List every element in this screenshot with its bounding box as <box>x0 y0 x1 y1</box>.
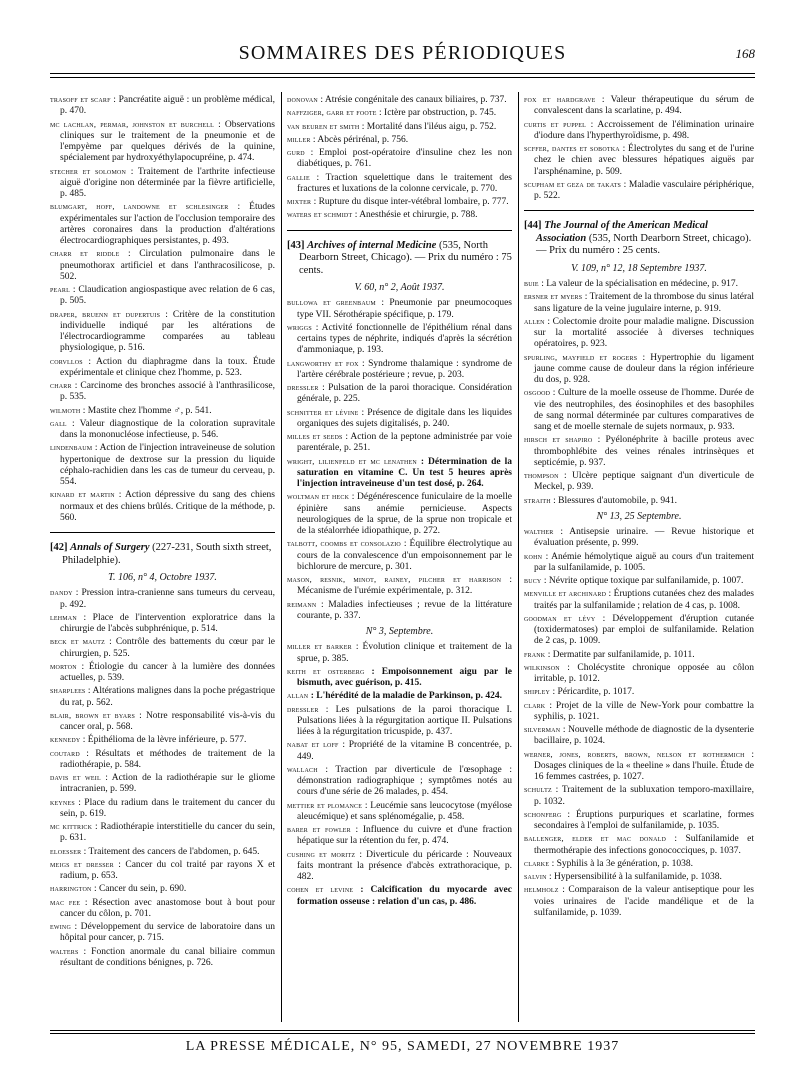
article-entry <box>524 809 754 833</box>
article-authors: scupham et geza de takats <box>524 178 622 189</box>
article-title: : Emploi post-opératoire d'insuline chez les non diabétiques, p. 761. <box>297 148 512 170</box>
article-entry <box>50 284 275 308</box>
article-authors: langworthy et fox <box>287 357 359 368</box>
article-authors: sharplees <box>50 685 86 696</box>
journal-name: Archives of internal Medicine <box>307 239 437 251</box>
article-entry <box>524 649 754 661</box>
article-entry <box>50 946 275 970</box>
article-authors: walther <box>524 526 554 536</box>
volume-heading: N° 13, 25 Septembre. <box>596 510 682 522</box>
article-title: : Syphilis à la 3e génération, p. 1038. <box>549 858 693 869</box>
article-entry <box>50 921 275 945</box>
article-title: : Éruptions cutanées chez des malades traités par la sulfanilamide ; relation de 4 cas, p. 1008. <box>534 589 754 611</box>
article-authors: morton <box>50 660 77 671</box>
article-entry <box>50 846 275 858</box>
article-title: : Péricardite, p. 1017. <box>550 687 635 698</box>
article-title: : Maladies infectieuses ; revue de la littérature courante, p. 337. <box>297 599 512 621</box>
volume-heading: N° 3, Septembre. <box>365 626 434 637</box>
article-authors: dressler <box>287 703 319 714</box>
article-authors: bullowa et greenbaum <box>287 297 376 308</box>
journal-info: (535, North Dearborn Street, Chicago). — Prix du numéro : 75 cents. <box>299 239 512 276</box>
article-authors: corvllos <box>50 355 83 366</box>
article-title: : Épithélioma de la lèvre inférieure, p. 577. <box>80 735 247 746</box>
article-entry <box>287 456 512 491</box>
article-title: : Abcès périrénal, p. 756. <box>310 134 409 145</box>
article-authors: clark <box>524 699 546 710</box>
article-title: : Ictère par obstruction, p. 745. <box>376 108 497 119</box>
article-entry <box>50 821 275 845</box>
article-authors: mac fee <box>50 896 81 907</box>
article-authors: charr <box>50 380 72 390</box>
article-authors: trasoff et scarf <box>50 94 111 104</box>
article-title: : Place du radium dans le traitement du cancer du sein, p. 619. <box>60 797 275 819</box>
article-entry <box>50 587 275 611</box>
journal-heading <box>524 220 754 258</box>
article-title: : Anesthésie et chirurgie, p. 788. <box>352 210 478 221</box>
article-entry <box>50 418 275 442</box>
article-authors: coutard <box>50 747 80 758</box>
article-authors: ewing <box>50 921 71 931</box>
article-entry <box>524 434 754 469</box>
article-title: : Électrolytes du sang et de l'urine chez le chien avec blessures hépatiques aiguës par l'arsphénamine, p. 509. <box>534 144 755 177</box>
article-title: : Critère de la constitution individuelle indiqué par les altérations de l'électrocardiogramme comparées au tableau physiologique, p. 516. <box>60 309 275 354</box>
article-title: : Pancréatite aiguë : un problème médical, p. 470. <box>60 95 275 117</box>
article-title: : Résultats et méthodes de traitement de la radiothérapie, p. 584. <box>60 748 275 770</box>
page-title: SOMMAIRES DES PÉRIODIQUES <box>238 42 567 64</box>
article-authors: nabat et loff <box>287 739 339 750</box>
article-authors: dressler <box>287 382 319 392</box>
article-authors: charr et riddle <box>50 248 120 259</box>
article-entry <box>524 278 754 290</box>
article-entry <box>50 309 275 355</box>
journal-heading <box>287 240 512 278</box>
article-authors: schultz <box>524 784 552 795</box>
article-authors: helmholz <box>524 884 559 895</box>
article-authors: waters et schmidt <box>287 209 353 220</box>
article-title: : Pulsation de la paroi thoracique. Considération générale, p. 225. <box>297 383 512 405</box>
article-entry <box>50 119 275 165</box>
page-number: 168 <box>735 46 755 61</box>
journal-info: (535, North Dearborn Street, chicago). — Prix du numéro : 25 cents. <box>536 232 752 257</box>
article-entry <box>287 666 512 690</box>
article-entry <box>50 248 275 283</box>
article-authors: miller et barker <box>287 641 352 652</box>
article-title: : Empoisonnement aigu par le bismuth, avec guérison, p. 415. <box>297 666 512 688</box>
article-entry <box>524 316 754 351</box>
page-header <box>50 40 755 70</box>
journal-name: The Journal of the American Medical Association <box>536 220 708 244</box>
article-title: : Place de l'intervention exploratrice dans la chirurgie de l'abcès subphrénique, p. 514. <box>60 612 275 634</box>
article-title: : Valeur thérapeutique du sérum de convalescent dans la scarlatine, p. 494. <box>534 95 754 117</box>
article-entry <box>50 94 275 118</box>
article-entry <box>524 470 754 494</box>
article-authors: talbott, coombs et consolazio <box>287 538 401 549</box>
article-title: : Action dépressive du sang des chiens normaux et des chiens brûlés. Critique de la méthode, p. 560. <box>60 490 275 523</box>
article-authors: mc kittrick <box>50 821 93 831</box>
article-title: : Ulcère peptique saignant d'un diverticule de Meckel, p. 939. <box>534 471 754 493</box>
article-authors: barer et fowler <box>287 824 351 834</box>
article-entry <box>50 797 275 821</box>
article-authors: gall <box>50 417 67 428</box>
column-2 <box>287 94 512 909</box>
article-authors: eloesser <box>50 845 82 856</box>
article-title: : Leucémie sans leucocytose (myélose aleucémique) et sans splénomégalie, p. 458. <box>297 800 512 822</box>
column-divider <box>518 92 519 1022</box>
article-title: : Culture de la moelle osseuse de l'homme. Durée de vie des neutrophiles, des éosinophiles et des basophiles de sang normal déterminée par cultures comparatives de sang et de moelle sternale de sujets normaux, p. 933. <box>534 388 754 432</box>
article-authors: wright, lilienfeld et mc lenathen <box>287 455 417 466</box>
page-footer <box>50 1030 755 1054</box>
article-title: : Hypersensibilité à la sulfanilamide, p. 1038. <box>546 872 722 882</box>
article-title: : Étiologie du cancer à la lumière des données actuelles, p. 539. <box>60 661 275 683</box>
article-authors: harrington <box>50 883 92 894</box>
article-title: : Blessures d'automobile, p. 941. <box>550 495 677 506</box>
article-entry <box>287 382 512 406</box>
article-entry <box>524 858 754 870</box>
article-entry <box>50 636 275 660</box>
article-title: : Nouvelle méthode de diagnostic de la dysenterie bacillaire, p. 1024. <box>534 725 754 747</box>
article-authors: straith <box>524 494 551 505</box>
volume-heading: V. 109, n° 12, 18 Septembre 1937. <box>571 262 707 274</box>
article-title: : Pneumonie par pneumocoques type VII. Sérothérapie spécifique, p. 179. <box>297 298 512 320</box>
article-title: : Influence du cuivre et d'une fraction hépatique sur la rétention du fer, p. 474. <box>297 825 512 847</box>
article-entry <box>524 884 754 919</box>
article-authors: lindenbaum <box>50 442 93 453</box>
article-title: : Développement d'éruption cutanée (toxidermatoses) par emploi de sulfanilamide. Relation de 2 cas, p. 1009. <box>534 613 754 647</box>
article-title: : Altérations malignes dans la poche prégastrique du rat, p. 562. <box>60 686 275 708</box>
article-entry <box>50 734 275 746</box>
article-entry <box>50 883 275 895</box>
article-title: : Action du diaphragme dans la toux. Étude expérimentale et clinique chez l'homme, p. 523. <box>60 356 275 378</box>
article-authors: ballenger, elder et mac donald <box>524 833 667 844</box>
article-authors: reimann <box>287 598 317 609</box>
article-entry <box>50 661 275 685</box>
article-entry <box>50 442 275 488</box>
article-authors: kohn <box>524 550 543 561</box>
article-authors: osgood <box>524 387 551 398</box>
article-authors: donovan <box>287 94 318 104</box>
article-authors: stecher et solomon <box>50 165 127 176</box>
article-title: : L'hérédité de la maladie de Parkinson, p. 424. <box>308 691 503 702</box>
article-title: : Sulfanilamide et thermothérapie des infections gonococciques, p. 1037. <box>534 834 754 856</box>
article-entry <box>524 588 754 612</box>
article-authors: woltman et heck <box>287 491 350 502</box>
article-entry <box>287 824 512 848</box>
article-entry <box>524 495 754 507</box>
article-authors: mason, resnik, minot, rainey, pilcher et harrison <box>287 574 502 584</box>
article-title: : Notre responsabilité vis-à-vis du cancer oral, p. 568. <box>60 710 275 732</box>
article-title: : Pyélonéphrite à bacille proteus avec thrombophlébite des veines rénales intrinsèques et septicémie, p. 937. <box>534 435 754 468</box>
article-entry <box>524 179 754 203</box>
article-entry <box>287 172 512 196</box>
article-entry <box>287 209 512 221</box>
article-entry <box>524 686 754 698</box>
article-title: : Traitement de la subluxation temporo-maxillaire, p. 1032. <box>534 785 754 807</box>
article-entry <box>50 405 275 417</box>
article-title: : Traction par diverticule de l'œsophage : démonstration radiographique ; symptômes notés au cours d'une série de 26 malades, p. 454. <box>297 764 512 798</box>
article-entry <box>287 641 512 665</box>
article-title: : Névrite optique toxique par sulfanilamide, p. 1007. <box>541 576 744 586</box>
volume-heading: T. 106, n° 4, Octobre 1937. <box>108 572 217 583</box>
article-entry <box>524 724 754 748</box>
article-entry <box>50 201 275 247</box>
article-title: : Résection avec anastomose bout à bout pour cancer du côlon, p. 701. <box>60 897 275 919</box>
journal-heading <box>50 542 275 567</box>
article-title: : Traction squelettique dans le traitement des fractures et luxations de la colonne cervicale, p. 770. <box>297 172 512 194</box>
article-entry <box>287 107 512 119</box>
article-title: : Contrôle des battements du cœur par le chirurgien, p. 525. <box>60 637 276 659</box>
article-entry <box>287 800 512 824</box>
article-authors: keynes <box>50 796 75 807</box>
article-entry <box>287 574 512 598</box>
article-entry <box>287 704 512 739</box>
article-authors: blumgart, hoff, landowne et schlesinger <box>50 201 229 212</box>
article-authors: goodman et lévy <box>524 612 596 623</box>
journal-number: [43] <box>287 239 308 251</box>
article-authors: werner, jones, roberts, brown, nelson et rothermich <box>524 748 745 759</box>
article-authors: dandy <box>50 587 73 598</box>
article-entry <box>524 352 754 387</box>
article-title: : Mastite chez l'homme ♂, p. 541. <box>80 405 212 416</box>
article-entry <box>524 94 754 118</box>
article-entry <box>287 121 512 133</box>
article-title: : Comparaison de la valeur antiseptique pour les voies urinaires de l'acide mandélique et de la sulfanilamide, p. 1039. <box>534 885 754 918</box>
article-title: : Circulation pulmonaire dans le pneumothorax artificiel et dans l'anthracosilicose, p. 502. <box>60 249 276 282</box>
article-authors: blair, brown et byars <box>50 709 136 720</box>
article-entry <box>524 387 754 433</box>
article-entry <box>524 575 754 587</box>
article-entry <box>524 871 754 883</box>
column-1 <box>50 94 275 970</box>
article-title: : Éruptions purpuriques et scarlatine, formes secondaires à l'emploi de sulfanilamide, p. 1035. <box>534 809 754 831</box>
article-title: : Antisepsie urinaire. — Revue historique et évaluation présente, p. 999. <box>534 527 754 549</box>
article-entry <box>50 612 275 636</box>
article-authors: curtis et puppel <box>524 118 586 129</box>
section-separator <box>524 210 754 211</box>
article-entry <box>524 700 754 724</box>
article-authors: walters <box>50 945 79 956</box>
article-entry <box>287 739 512 763</box>
article-authors: cushing et moritz <box>287 848 356 859</box>
article-title: : Les pulsations de la paroi thoracique I. Pulsations liées à la régurgitation aortique II. Pulsations liées à la régurgitation tricuspide, p. 437. <box>297 704 512 737</box>
article-authors: bucy <box>524 575 542 585</box>
article-entry <box>287 147 512 171</box>
article-authors: clarke <box>524 857 550 868</box>
article-authors: keith et osterberg <box>287 665 365 676</box>
article-authors: van beuren et smith <box>287 120 360 131</box>
section-separator <box>50 532 275 533</box>
article-authors: lehman <box>50 611 77 622</box>
article-authors: naffziger, garr et foote <box>287 107 377 118</box>
article-entry <box>287 849 512 884</box>
article-title: : Action de l'injection intraveineuse de solution hypertonique de dextrose sur la pression du liquide céphalo-rachidien dans les cas de tumeur du cerveau, p. 554. <box>60 443 275 487</box>
volume-heading: V. 60, n° 2, Août 1937. <box>354 282 445 293</box>
article-title: : Maladie vasculaire périphérique, p. 522. <box>534 179 755 201</box>
article-title: : Valeur diagnostique de la coloration supravitale dans la mononucléose infectieuse, p. 546. <box>60 418 275 440</box>
article-title: : Présence de digitale dans les liquides organiques des sujets digitalisés, p. 240. <box>297 407 512 429</box>
article-title: : Traitement de l'arthrite infectieuse aiguë d'origine non déterminée par la fièvre artificielle, p. 485. <box>60 166 275 199</box>
footer-rule <box>50 1033 755 1034</box>
header-rule <box>50 73 755 74</box>
article-authors: allen <box>524 315 545 326</box>
article-title: : Action de la radiothérapie sur le gliome intracranien, p. 599. <box>60 773 276 795</box>
article-entry <box>287 599 512 623</box>
article-title: : Mécanisme de l'urémie expérimentale, p. 312. <box>297 575 512 597</box>
article-entry <box>287 431 512 455</box>
article-entry <box>524 119 754 143</box>
article-authors: meigs et dresser <box>50 858 114 869</box>
article-title: : Cholécystite chronique opposée au côlon irritable, p. 1012. <box>534 662 754 684</box>
article-title: : Activité fonctionnelle de l'épithélium rénal dans certains types de néphrite, indiqués d'après la sécrétion d'ammoniaque, p. 193. <box>297 322 512 356</box>
article-entry <box>50 356 275 380</box>
article-authors: silverman <box>524 724 561 734</box>
article-entry <box>524 526 754 550</box>
article-authors: shipley <box>524 686 551 697</box>
article-entry <box>50 380 275 404</box>
article-entry <box>287 884 512 908</box>
article-title: : Évolution clinique et traitement de la sprue, p. 385. <box>297 642 513 664</box>
article-title: : Calcification du myocarde avec formation osseuse : relation d'un cas, p. 486. <box>297 885 512 907</box>
article-entry <box>50 685 275 709</box>
article-authors: spurling, mayfield et rogers <box>524 351 638 362</box>
journal-name: Annals of Surgery <box>70 542 150 553</box>
article-title: : Développement du service de laboratoire dans un hôpital pour cancer, p. 715. <box>60 922 275 944</box>
article-title: : Claudication angiospastique avec relation de 6 cas, p. 505. <box>60 285 275 307</box>
footer-text: LA PRESSE MÉDICALE, N° 95, SAMEDI, 27 NOVEMBRE 1937 <box>185 1039 620 1054</box>
article-title: : Pression intra-cranienne sans tumeurs du cerveau, p. 492. <box>60 588 275 610</box>
article-title: : Détermination de la saturation en vitamine C. Un test 5 heures après l'injection intraveineuse d'un test dosé, p. 264. <box>297 456 512 489</box>
article-entry <box>50 489 275 524</box>
article-title: : Carcinome des bronches associé à l'anthrasilicose, p. 535. <box>60 381 275 403</box>
article-authors: miller <box>287 133 311 144</box>
article-entry <box>287 297 512 321</box>
article-authors: draper, bruenn et dupertuis <box>50 308 161 319</box>
article-authors: thompson <box>524 470 559 480</box>
column-3 <box>524 94 754 920</box>
article-title: : Propriété de la vitamine B concentrée, p. 449. <box>297 740 513 762</box>
article-authors: gallie <box>287 171 310 182</box>
article-entry <box>524 291 754 315</box>
article-authors: mettier et plomance <box>287 799 363 810</box>
article-authors: mc lachlan, permar, johnston et burchell <box>50 118 215 129</box>
article-authors: beck et mautz <box>50 636 105 647</box>
article-title: : Études expérimentales sur l'action de l'occlusion temporaire des artères coronaires dans la production d'altérations électrocardiographiques persistantes, p. 493. <box>60 202 275 246</box>
article-title: : Cancer du col traité par rayons X et radium, p. 653. <box>60 859 275 881</box>
article-authors: davis et weil <box>50 772 101 782</box>
article-authors: scffer, dantes et sobotka <box>524 143 620 153</box>
article-entry <box>50 772 275 796</box>
article-authors: allan <box>287 690 309 701</box>
article-entry <box>287 134 512 146</box>
article-authors: salvin <box>524 871 547 881</box>
article-title: : Projet de la ville de New-York pour combattre la syphilis, p. 1021. <box>534 700 754 722</box>
article-authors: fox et hardgrave <box>524 94 596 104</box>
article-title: : Dégénérescence funiculaire de la moelle épinière sans anémie pernicieuse. Aspects neurologiques de la sprue, de la sprue non tropicale et de la stéalorrhée idiopathique, p. 272. <box>297 492 512 536</box>
column-divider <box>281 92 282 1022</box>
article-authors: wilkinson <box>524 661 560 672</box>
journal-info: (227-231, South sixth street, Philadelphie). <box>62 542 272 566</box>
article-entry <box>50 748 275 772</box>
article-entry <box>50 710 275 734</box>
article-authors: wilmoth <box>50 404 81 415</box>
article-authors: wallach <box>287 763 318 774</box>
article-entry <box>287 538 512 573</box>
article-entry <box>50 897 275 921</box>
article-entry <box>524 613 754 648</box>
article-title: : Observations cliniques sur le traitement de la pneumonie et de l'empyème par quelques dérivés de la quinine, spécialement par hydroxyéthylapocupréine, p. 474. <box>60 119 275 164</box>
article-title: : Dermatite par sulfanilamide, p. 1011. <box>545 649 695 660</box>
article-title: : Rupture du disque inter-vétébral lombaire, p. 777. <box>311 197 509 207</box>
footer-rule <box>50 1030 755 1031</box>
article-authors: schonferg <box>524 808 562 819</box>
article-entry <box>524 551 754 575</box>
article-entry <box>524 784 754 808</box>
article-authors: buie <box>524 278 539 288</box>
article-authors: ersner et myers <box>524 291 583 302</box>
article-entry <box>287 764 512 799</box>
article-entry <box>524 833 754 857</box>
section-separator <box>287 230 512 231</box>
article-authors: milles et seeds <box>287 431 343 441</box>
article-title: : Accroissement de l'élimination urinaire d'iodure dans l'hyperthyroïdisme, p. 498. <box>534 119 754 141</box>
article-entry <box>287 322 512 357</box>
article-title: : Diverticule du péricarde : Nouveaux faits montrant la présence d'abcès extrathoracique, p. 482. <box>297 849 512 882</box>
journal-number: [44] <box>524 220 545 232</box>
article-entry <box>524 749 754 784</box>
article-authors: frank <box>524 648 546 659</box>
article-title: : Action de la peptone administrée par voie parentérale, p. 251. <box>297 432 512 454</box>
article-entry <box>287 94 512 106</box>
article-authors: mixter <box>287 196 312 206</box>
article-authors: menville et archinard <box>524 588 607 599</box>
article-entry <box>287 196 512 208</box>
article-entry <box>50 166 275 201</box>
article-title: : Anémie hémolytique aiguë au cours d'un traitement par la sulfanilamide, p. 1005. <box>534 551 754 573</box>
article-title: : Atrésie congénitale des canaux biliaires, p. 737. <box>317 95 507 105</box>
article-entry <box>50 859 275 883</box>
article-authors: gurd <box>287 147 305 157</box>
journal-number: [42] <box>50 542 71 553</box>
article-title: : Équilibre électrolytique au cours de la convalescence d'un empoisonnement par le bichlorure de mercure, p. 301. <box>297 539 512 572</box>
article-authors: cohen et levine <box>287 884 354 895</box>
article-title: : Dosages cliniques de la « theeline » dans l'huile. Étude de 16 femmes castrées, p. 1027. <box>534 749 754 782</box>
article-authors: schnitter et lévine <box>287 406 359 417</box>
article-title: : Fonction anormale du canal biliaire commun résultant de conditions bénignes, p. 726. <box>60 946 275 968</box>
article-title: : Hypertrophie du ligament jaune comme cause de douleur dans la région inférieure du dos, p. 928. <box>534 352 754 385</box>
article-title: : Mortalité dans l'iléus aigu, p. 752. <box>359 121 497 132</box>
article-authors: kennedy <box>50 734 81 745</box>
article-entry <box>524 662 754 686</box>
header-rule <box>50 77 755 78</box>
article-title: : Traitement des cancers de l'abdomen, p. 645. <box>81 846 260 857</box>
article-title: : Traitement de la thrombose du sinus latéral sans ligature de la veine jugulaire interne, p. 919. <box>534 292 754 314</box>
article-title: : La valeur de la spécialisation en médecine, p. 917. <box>538 279 738 289</box>
article-entry <box>287 690 512 702</box>
article-authors: wriggs <box>287 321 312 332</box>
article-title: : Syndrome thalamique : syndrome de l'artère cérébrale postérieure ; revue, p. 203. <box>297 358 512 380</box>
article-authors: kinard et martin <box>50 489 115 500</box>
article-entry <box>287 407 512 431</box>
article-authors: pearl <box>50 284 71 294</box>
article-entry <box>524 143 754 178</box>
article-entry <box>287 358 512 382</box>
article-authors: hirsch et shapiro <box>524 434 593 445</box>
article-title: : Radiothérapie interstitielle du cancer du sein, p. 631. <box>60 822 275 844</box>
article-title: : Colectomie droite pour maladie maligne. Discussion sur la mortalité associée à diverses techniques opératoires, p. 923. <box>534 316 754 350</box>
article-title: : Cancer du sein, p. 690. <box>91 884 187 895</box>
article-entry <box>287 491 512 537</box>
